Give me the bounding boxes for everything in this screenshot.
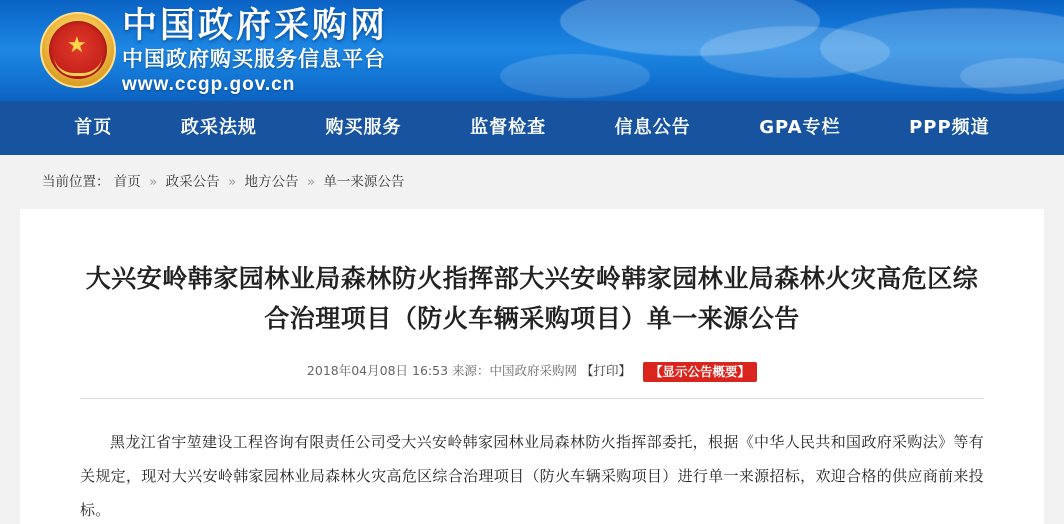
- site-subtitle: 中国政府购买服务信息平台: [122, 47, 386, 71]
- main-navigation: [0, 101, 1064, 155]
- breadcrumb-separator-icon: »: [306, 174, 316, 190]
- source-name: 中国政府采购网: [489, 363, 578, 378]
- site-banner: [0, 0, 1064, 101]
- nav-item-purchase-service[interactable]: 购买服务: [325, 117, 402, 138]
- article-card: [20, 209, 1044, 524]
- article-meta: [80, 361, 984, 382]
- print-button[interactable]: 【打印】: [581, 363, 632, 378]
- breadcrumb-item-single-source-notice[interactable]: 单一来源公告: [323, 174, 405, 190]
- cloud-decoration-icon: [500, 54, 650, 98]
- cloud-decoration-icon: [960, 58, 1064, 94]
- nav-item-home[interactable]: 首页: [74, 117, 113, 138]
- article-body: 黑龙江省宇堃建设工程咨询有限责任公司受大兴安岭韩家园林业局森林防火指挥部委托，根据《中华人民共和国政府采购法》等有关规定，现对大兴安岭韩家园林业局森林火灾高危区综合治理项目（防火车辆采购项目）进行单一来源招标，欢迎合格的供应商前来投标。: [80, 432, 984, 519]
- breadcrumb-separator-icon: »: [227, 174, 237, 190]
- nav-item-supervision[interactable]: 监督检查: [470, 117, 547, 138]
- emblem-star-icon: ★: [67, 32, 87, 57]
- nav-items: [0, 101, 1064, 155]
- breadcrumb-separator-icon: »: [149, 174, 158, 190]
- breadcrumb-prefix: 当前位置：: [42, 174, 110, 190]
- breadcrumb: [0, 155, 404, 209]
- nav-item-announcements[interactable]: 信息公告: [614, 117, 691, 138]
- breadcrumb-item-local-notice[interactable]: 地方公告: [244, 174, 299, 190]
- nav-item-ppp[interactable]: PPP频道: [909, 117, 990, 138]
- nav-item-regulations[interactable]: 政采法规: [180, 117, 257, 138]
- publish-date: 2018年04月08日 16:53: [306, 363, 449, 378]
- breadcrumb-item-procurement-notice[interactable]: 政采公告: [165, 174, 220, 190]
- source-label: 来源：: [452, 363, 490, 378]
- breadcrumb-item-home[interactable]: 首页: [113, 174, 141, 190]
- breadcrumb-bar: [0, 155, 1064, 209]
- nav-item-gpa[interactable]: GPA专栏: [759, 117, 841, 138]
- meta-divider: [80, 398, 984, 399]
- page-title: 大兴安岭韩家园林业局森林防火指挥部大兴安岭韩家园林业局森林火灾高危区综合治理项目（防火车辆采购项目）单一来源公告: [85, 264, 979, 333]
- site-title: 中国政府采购网: [122, 6, 389, 46]
- site-url: www.ccgp.gov.cn: [122, 74, 296, 95]
- show-summary-button[interactable]: 【显示公告概要】: [643, 362, 757, 382]
- national-emblem-icon: [40, 12, 116, 88]
- banner-text-block: [122, 6, 388, 96]
